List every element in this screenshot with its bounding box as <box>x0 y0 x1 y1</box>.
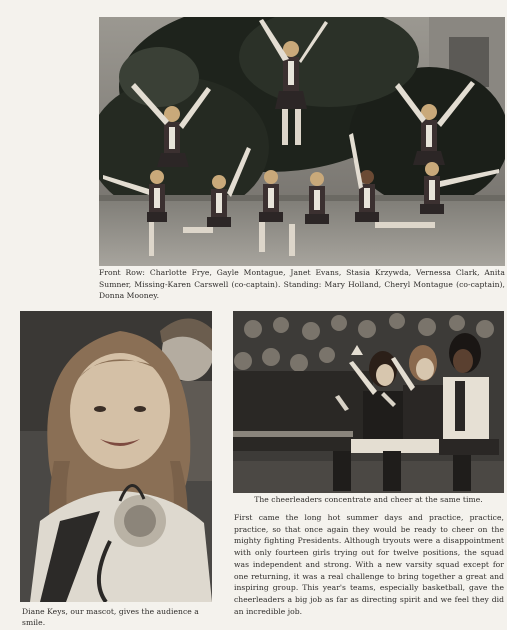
crowd-photo-caption: The cheerleaders concentrate and cheer at the same time. <box>254 495 483 504</box>
crowd-photo-graphic <box>233 311 504 493</box>
article-body-text: First came the long hot summer days and practice, practice, practice, so that once again they would be ready to cheer on the mighty fighting Presidents. Although tryouts were a disappointment with only fourteen girls trying out for twelve positions, the squad was independent and strong. With a new varsity squad except for one returning, it was a real challenge to bring together a great and inspiring group. This year's teams, especially basketball, gave the cheerleaders a big job as far as directing spirit and we feel they did an incredible job. <box>234 513 504 616</box>
squad-photo-graphic <box>99 17 505 266</box>
mascot-photo-graphic <box>20 311 212 602</box>
cheerleaders-crowd-photo <box>233 311 504 493</box>
cheerleaders-squad-photo <box>99 17 505 266</box>
squad-photo-caption: Front Row: Charlotte Frye, Gayle Montague, Janet Evans, Stasia Krzywda, Vernessa Clark, Anita Sumner, Missing-Karen Carswell (co-captain). Standing: Mary Holland, Cheryl Montague (co-captain), Donna Mooney. <box>99 268 505 301</box>
mascot-photo-caption: Diane Keys, our mascot, gives the audience a smile. <box>22 607 199 627</box>
mascot-photo <box>20 311 212 602</box>
